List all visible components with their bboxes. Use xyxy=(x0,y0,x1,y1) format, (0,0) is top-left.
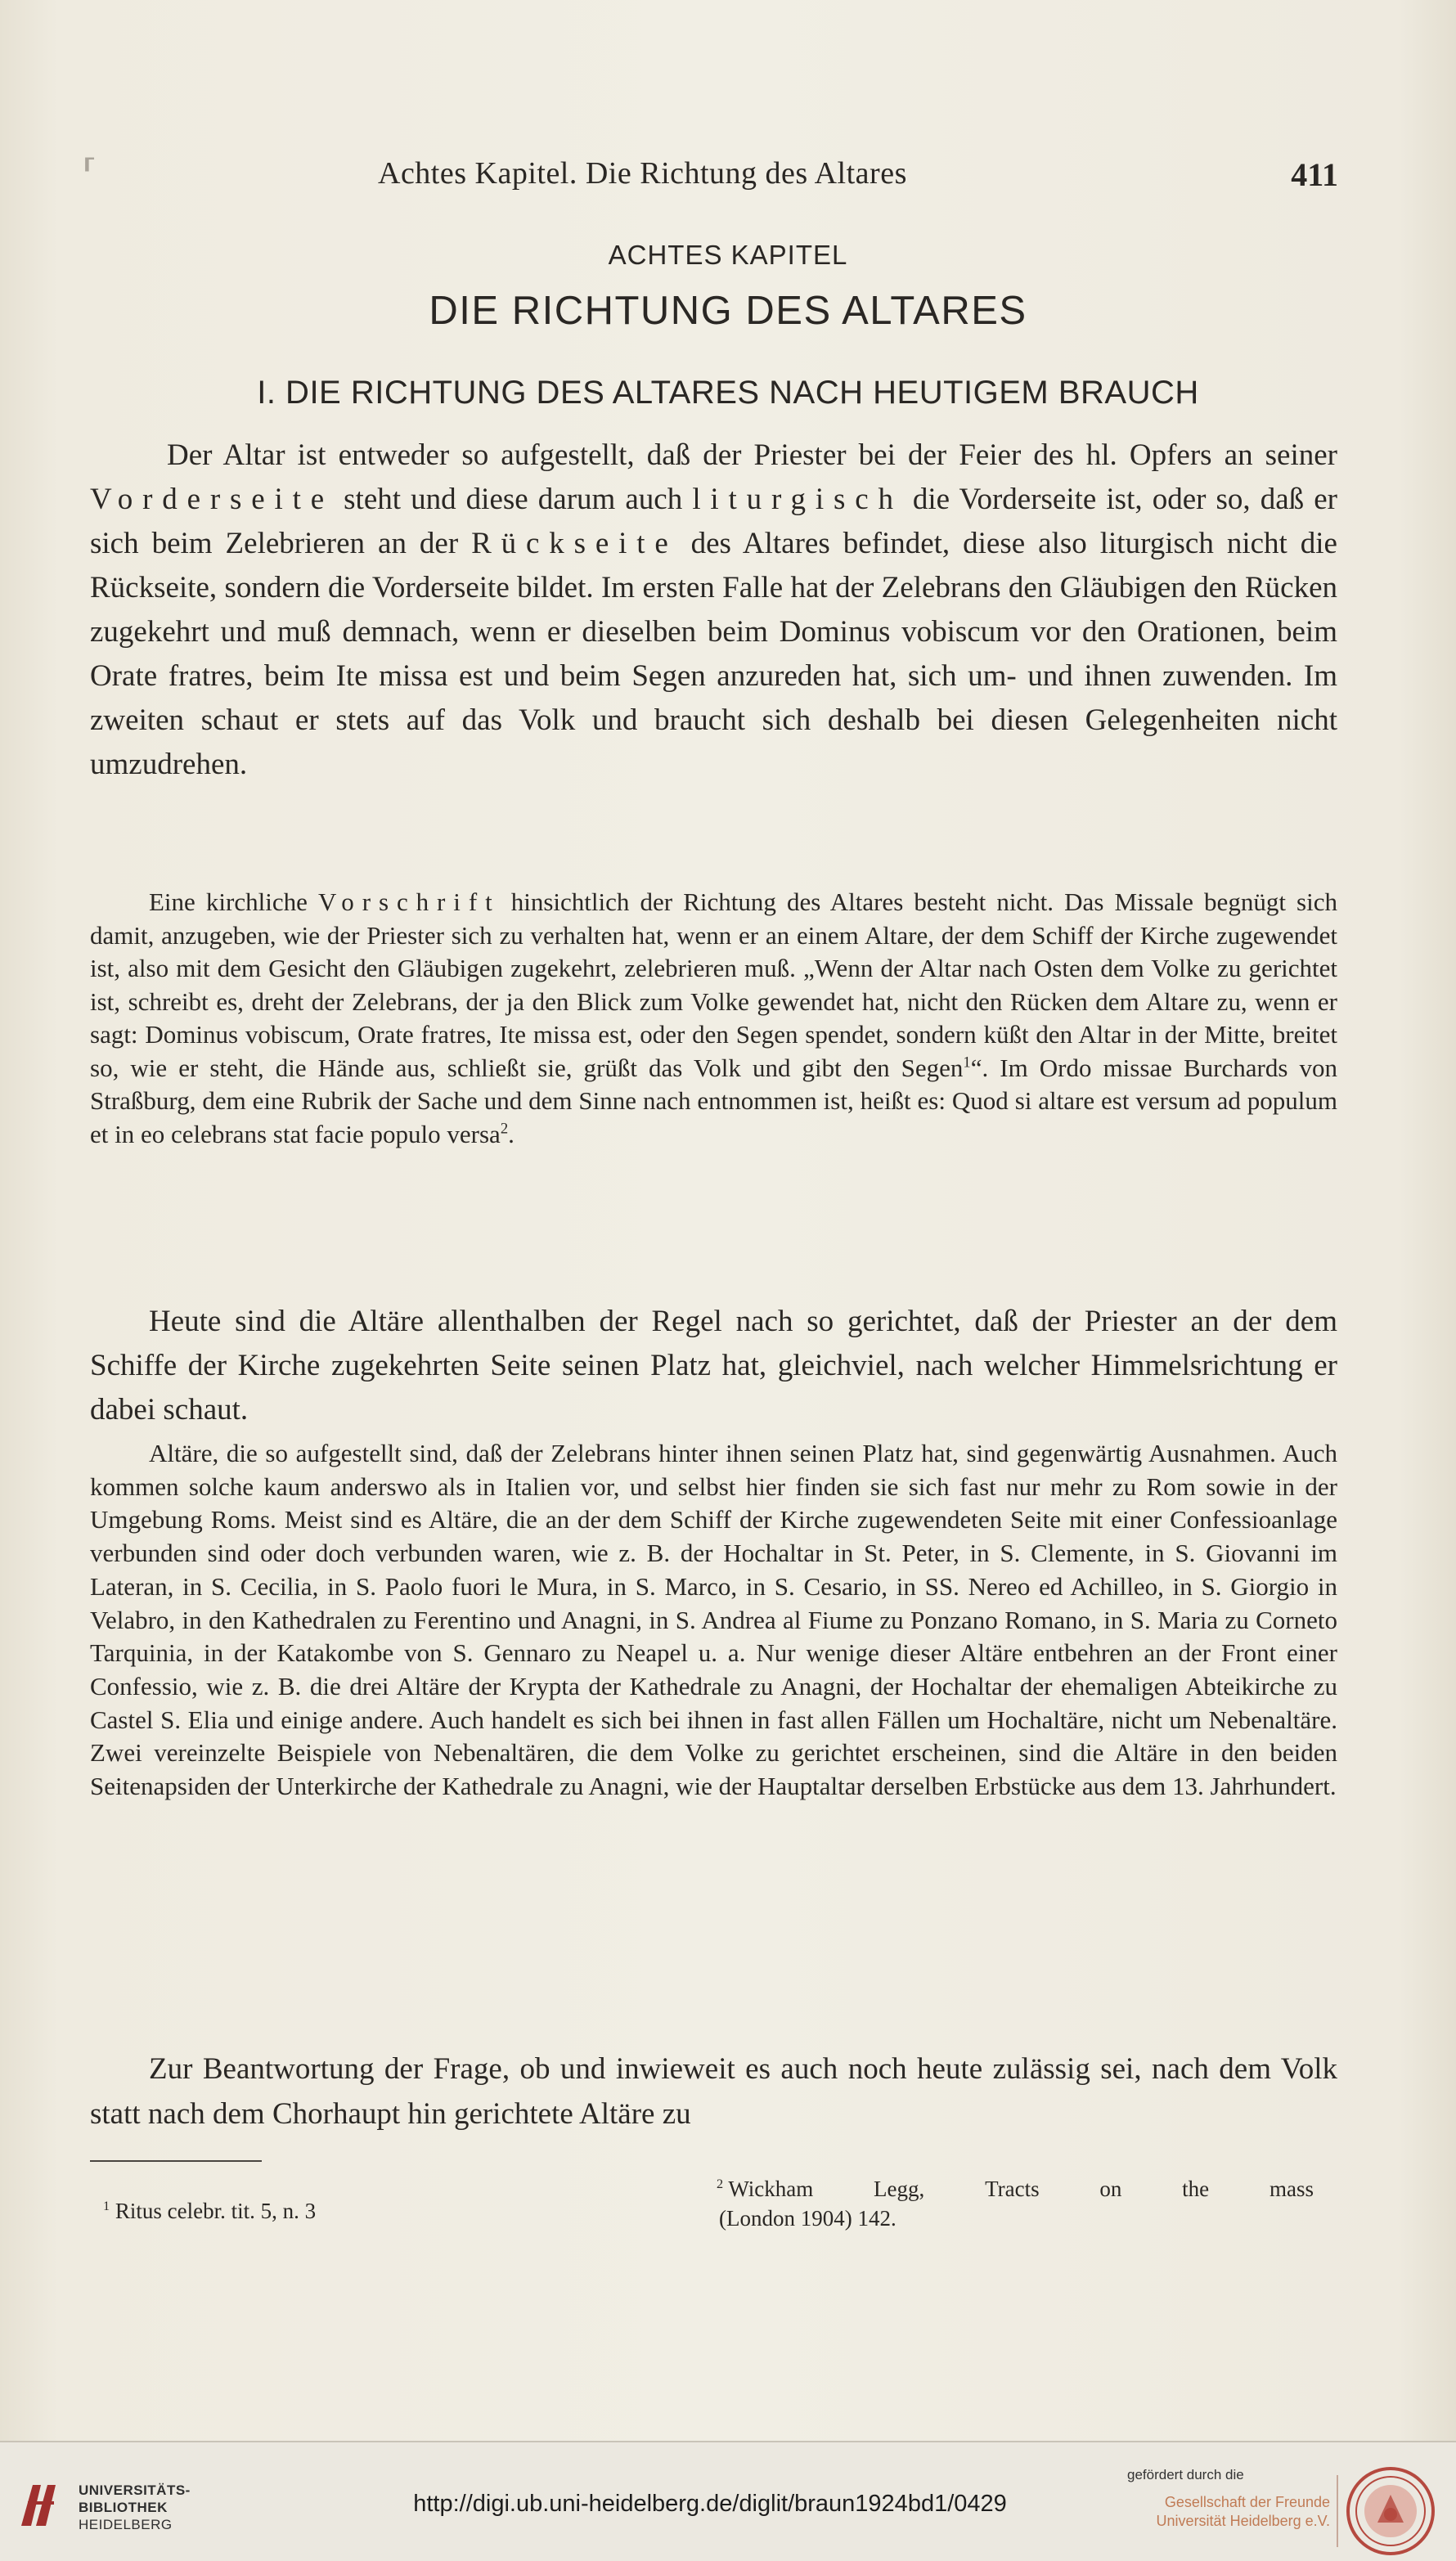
sponsor-name-2: Universität Heidelberg e.V. xyxy=(1156,2513,1330,2529)
chapter-title: DIE RICHTUNG DES ALTARES xyxy=(429,289,1027,333)
running-head: Achtes Kapitel. Die Richtung des Altares xyxy=(378,156,907,191)
section-heading: I. DIE RICHTUNG DES ALTARES NACH HEUTIGEM BRAUCH xyxy=(257,375,1199,411)
paragraph-3: Heute sind die Altäre allenthalben der Regel nach so gerichtet, daß der Priester an der dem Schiffe der Kirche zugekehrten Seite seinen Platz hat, gleichviel, nach welcher Himmelsrichtung er dabei schaut. xyxy=(90,1305,1337,1427)
footnote-divider xyxy=(90,2160,262,2162)
chapter-label: ACHTES KAPITEL xyxy=(608,240,848,270)
paragraph-2: Eine kirchliche Vorschrift hinsichtlich der Richtung des Altares besteht nicht. Das Missale begnügt sich damit, anzugeben, wie der Priester sich zu verhalten hat, wenn er an einem Altare, der dem Schiff der Kirche zugewendet ist, also mit dem Gesicht den Gläubigen zugekehrt, zelebrieren muß. „Wenn der Altar nach Osten dem Volke zu gerichtet ist, schreibt es, dreht der Zelebrans, der ja den Blick zum Volke gewendet hat, nicht den Rücken dem Altare zu, wenn er sagt: Dominus vobiscum, Orate fratres, Ite missa est, oder den Segen spendet, sondern küßt den Altar in der Mitte, breitet so, wie er steht, die Hände aus, schließt sie, grüßt das Volk und gibt den Segen$^1$“. Im Ordo missae Burchards von Straßburg, dem eine Rubrik der Sache und dem Sinne nach entnommen ist, heißt es: Quod si altare est versum ad populum et in eo celebrans stat facie populo versa$^2$. xyxy=(90,887,1337,1148)
paragraph-4: Altäre, die so aufgestellt sind, daß der Zelebrans hinter ihnen seinen Platz hat, sind gegenwärtig Ausnahmen. Auch kommen solche kaum anderswo als in Italien vor, und selbst hier finden sie sich fast nur mehr zu Rom sowie in der Umgebung Roms. Meist sind es Altäre, die an der dem Schiff der Kirche zugewendeten Seite mit einer Confessioanlage verbunden sind oder doch verbunden waren, wie z. B. der Hochaltar in St. Peter, in S. Clemente, in S. Giovanni im Lateran, in S. Cecilia, in S. Paolo fuori le Mura, in S. Marco, in S. Cesario, in SS. Nereo ed Achilleo, in S. Giorgio in Velabro, in den Kathedralen zu Ferentino und Anagni, in S. Andrea al Fiume zu Ponzano Romano, in S. Maria zu Corneto Tarquinia, in der Katakombe von S. Gennaro zu Neapel u. a. Nur wenige dieser Altäre entbehren an der Front einer Confessio, wie z. B. die drei Altäre der Krypta der Kathedrale zu Anagni, der Hochaltar der ehemaligen Abteikirche zu Castel S. Elia und einige andere. Auch handelt es sich bei ihnen in fast allen Fällen um Hochaltäre, nicht um Nebenaltäre. Zwei vereinzelte Beispiele von Nebenaltären, die dem Volke zu gerichtet erscheinen, sind die Altäre in den beiden Seitenapsiden der Unterkirche der Kathedrale zu Anagni, wie der Hauptaltar derselben Erbstücke aus dem 13. Jahrhundert. xyxy=(90,1439,1337,1801)
sponsor-name: Gesellschaft der Freunde xyxy=(1164,2494,1330,2510)
library-logo-icon xyxy=(16,2478,64,2531)
footnote-ref-2[interactable]: 2 xyxy=(500,1120,509,1138)
permalink-url[interactable]: http://digi.ub.uni-heidelberg.de/diglit/braun1924bd1/0429 xyxy=(413,2491,1007,2517)
page-number: 411 xyxy=(1291,156,1338,193)
spaced-term: Vorderseite xyxy=(90,483,335,516)
footer-divider xyxy=(1337,2475,1338,2547)
footnote-1: $^1$ Ritus celebr. tit. 5, n. 3 xyxy=(103,2199,317,2223)
viewer-footer xyxy=(0,2441,1456,2561)
sponsor-block: gefördert durch die Gesellschaft der Freunde Universität Heidelberg e.V. xyxy=(1127,2467,1330,2529)
paragraph-5: Zur Beantwortung der Frage, ob und inwieweit es auch noch heute zulässig sei, nach dem Volk statt nach dem Chorhaupt hin gerichtete Altäre zu xyxy=(90,2052,1337,2131)
university-seal-icon xyxy=(1345,2465,1436,2557)
page-edge-mark: ⸢ xyxy=(82,153,97,196)
spaced-term: Rückseite xyxy=(471,527,678,560)
spaced-term: liturgisch xyxy=(692,483,903,516)
paragraph-1: Der Altar ist entweder so aufgestellt, daß der Priester bei der Feier des hl. Opfers an seiner Vorderseite steht und diese darum auch liturgisch die Vorderseite ist, oder so, daß er sich beim Zelebrieren an der Rückseite des Altares befindet, diese also liturgisch nicht die Rückseite, sondern die Vorderseite bildet. Im ersten Falle hat der Zelebrans den Gläubigen den Rücken zugekehrt und muß demnach, wenn er dieselben beim Dominus vobiscum vor den Orationen, beim Orate fratres, beim Ite missa est und beim Segen anzureden hat, sich um- und ihnen zuwenden. Im zweiten schaut er stets auf das Volk und braucht sich deshalb bei diesen Gelegenheiten nicht umzudrehen. xyxy=(90,438,1337,781)
library-name: UNIVERSITÄTS- BIBLIOTHEK HEIDELBERG xyxy=(79,2482,191,2532)
footnote-2: $^2$ Wickham Legg, Tracts on the mass (London 1904) 142. xyxy=(717,2177,1314,2231)
footnote-ref-1[interactable]: 1 xyxy=(963,1054,971,1072)
spaced-term: Vorschrift xyxy=(318,887,501,916)
